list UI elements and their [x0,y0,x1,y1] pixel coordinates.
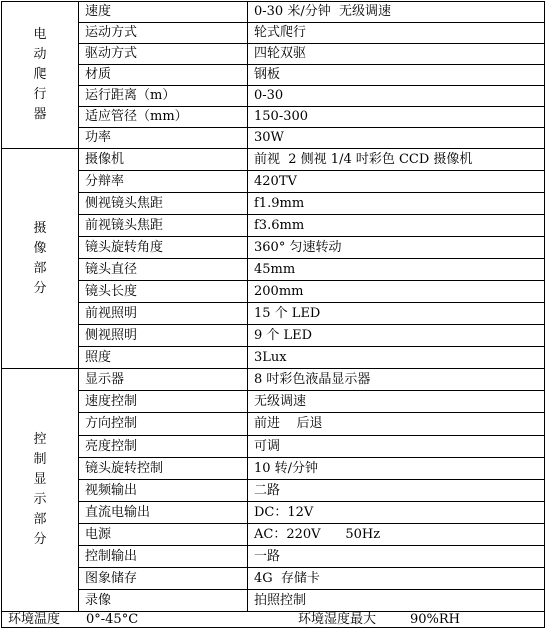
spec-row [2,523,545,545]
spec-value: 轮式爬行 [248,22,545,43]
spec-label: 方向控制 [79,413,248,435]
spec-label: 照度 [79,347,248,369]
spec-row [2,479,545,501]
spec-label: 运动方式 [79,22,248,43]
spec-table-body [2,2,545,612]
spec-label: 材质 [79,64,248,85]
spec-label: 录像 [79,589,248,611]
spec-value: 前视 2 侧视 1/4 吋彩色 CCD 摄像机 [248,148,545,170]
spec-value: 4G 存储卡 [248,567,545,589]
spec-row [2,127,545,148]
spec-label: 视频输出 [79,479,248,501]
spec-label: 侧视照明 [79,325,248,347]
spec-row [2,170,545,192]
group-cell [2,369,79,612]
spec-label: 速度 [79,2,248,23]
spec-value: 360° 匀速转动 [248,237,545,259]
spec-label: 图象储存 [79,567,248,589]
spec-value: 可调 [248,435,545,457]
spec-label: 镜头旋转控制 [79,457,248,479]
spec-row [2,2,545,23]
spec-label: 显示器 [79,369,248,391]
spec-row [2,413,545,435]
group-name: 控制显示部分 [33,432,47,548]
spec-label: 运行距离（m） [79,85,248,106]
spec-label: 适应管径（mm） [79,106,248,127]
spec-value: 45mm [248,259,545,281]
spec-value: 9 个 LED [248,325,545,347]
spec-value: 四轮双驱 [248,43,545,64]
spec-label: 亮度控制 [79,435,248,457]
spec-label: 驱动方式 [79,43,248,64]
group-name: 摄像部分 [33,220,47,296]
environment-row [2,612,545,628]
spec-label: 镜头直径 [79,259,248,281]
spec-row [2,325,545,347]
spec-value: f3.6mm [248,215,545,237]
spec-row [2,85,545,106]
spec-label: 前视镜头焦距 [79,215,248,237]
spec-label: 前视照明 [79,303,248,325]
spec-value: 30W [248,127,545,148]
spec-row [2,281,545,303]
environment-cell [2,612,545,628]
spec-value: 420TV [248,170,545,192]
spec-value: 150-300 [248,106,545,127]
group-name: 电动爬行器 [33,26,47,122]
spec-row [2,22,545,43]
spec-value: 200mm [248,281,545,303]
spec-label: 电源 [79,523,248,545]
spec-row [2,369,545,391]
spec-label: 速度控制 [79,391,248,413]
spec-value: 3Lux [248,347,545,369]
spec-label: 直流电输出 [79,501,248,523]
spec-row [2,347,545,369]
spec-row [2,148,545,170]
spec-row [2,259,545,281]
humidity-label: 环境湿度最大 [298,612,377,627]
spec-value: 一路 [248,545,545,567]
spec-value: 15 个 LED [248,303,545,325]
spec-row [2,303,545,325]
spec-label: 侧视镜头焦距 [79,192,248,214]
spec-value: DC：12V [248,501,545,523]
spec-row [2,589,545,611]
spec-label: 分辩率 [79,170,248,192]
spec-value: f1.9mm [248,192,545,214]
spec-value: 10 转/分钟 [248,457,545,479]
spec-label: 镜头旋转角度 [79,237,248,259]
spec-row [2,192,545,214]
spec-value: 前进 后退 [248,413,545,435]
spec-row [2,106,545,127]
spec-row [2,545,545,567]
spec-value: 二路 [248,479,545,501]
spec-row [2,215,545,237]
temperature-value: 0°-45°C [86,612,139,627]
spec-row [2,457,545,479]
spec-row [2,391,545,413]
spec-label: 功率 [79,127,248,148]
spec-row [2,501,545,523]
humidity-value: 90%RH [410,612,461,627]
temperature-label: 环境温度 [8,612,61,627]
spec-row [2,435,545,457]
spec-label: 控制输出 [79,545,248,567]
group-cell [2,2,79,149]
spec-row [2,64,545,85]
spec-row [2,237,545,259]
spec-row [2,567,545,589]
spec-label: 镜头长度 [79,281,248,303]
spec-row [2,43,545,64]
spec-value: 无级调速 [248,391,545,413]
spec-value: 8 吋彩色液晶显示器 [248,369,545,391]
spec-value: 钢板 [248,64,545,85]
spec-table [1,1,545,628]
spec-value: 拍照控制 [248,589,545,611]
spec-value: 0-30 米/分钟 无级调速 [248,2,545,23]
group-cell [2,148,79,368]
spec-label: 摄像机 [79,148,248,170]
spec-value: AC：220V 50Hz [248,523,545,545]
spec-value: 0-30 [248,85,545,106]
